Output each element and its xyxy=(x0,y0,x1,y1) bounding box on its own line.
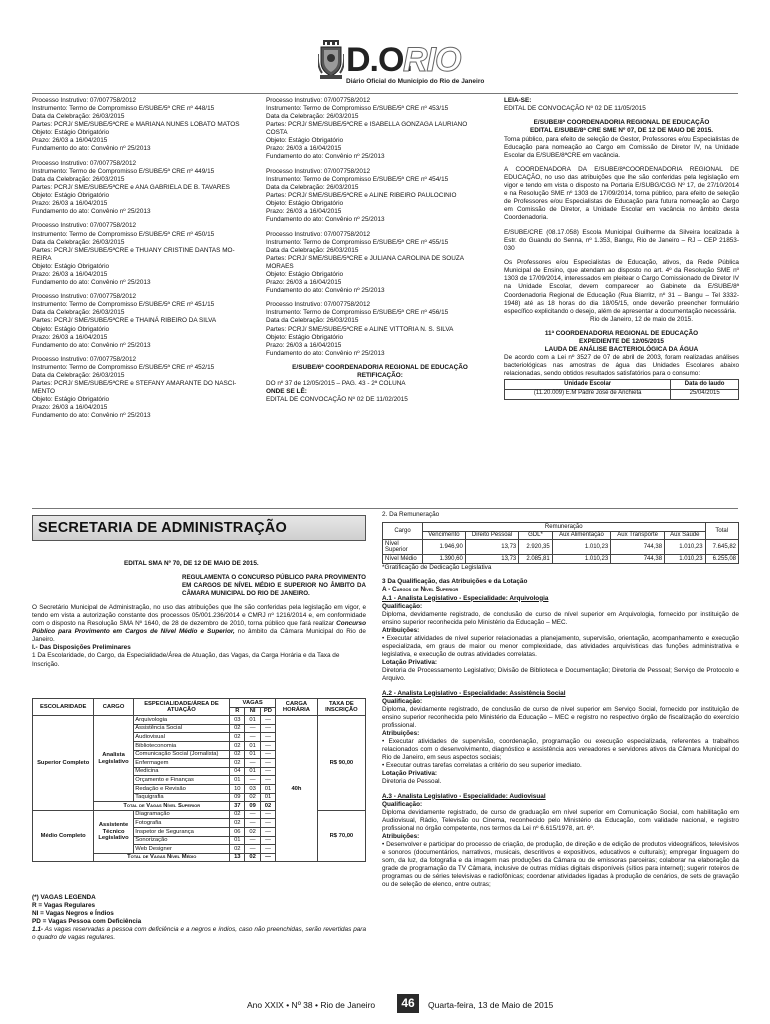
total-cell: 09 xyxy=(245,802,260,811)
header-cargo: CARGO xyxy=(94,699,133,716)
rem-header-transporte: Aux Transporte xyxy=(611,531,665,540)
vagas-cell: — xyxy=(260,716,275,725)
vagas-cell: 02 xyxy=(230,750,245,759)
legend-note xyxy=(32,926,366,942)
header-r: R xyxy=(230,707,245,716)
especialidade-cell: Sonorização xyxy=(133,836,229,845)
header-especialidade: ESPECIALIDADE/ÁREA DE ATUAÇÃO xyxy=(133,699,229,716)
para-2: A COORDENADORA DA E/SUBE/8ªCOORDENADORIA REGIONAL DE EDUCAÇÃO, no uso das atribuições que lhe são conferidas pela legislação em vigor e tendo em vista o disposto na Portaria E/SUBG/CGG Nº 17, de 27/10/2014 e na Resolução SME nº 1303 de 17/09/2014, torna público, para efeito de seleção de Professores e/ou Especialistas de Educação para futura nomeação ao Cargo em Comissão de Diretor, a Unidade Escolar em vacância no âmbito desta Coordenadoria. xyxy=(504,166,739,222)
total-cell: 37 xyxy=(230,802,245,811)
termo-line: Fundamento do ato: Convênio nº 25/2013 xyxy=(32,412,151,420)
termo-line: Instrumento: Termo de Compromisso E/SUBE/5ª CRE nº 448/15 xyxy=(32,105,215,113)
vagas-cell: 02 xyxy=(245,827,260,836)
heading-lauda: LAUDA DE ANÁLISE BACTERIOLÓGICA DA ÁGUA xyxy=(544,346,699,354)
termo-line: Processo Instrutivo: 07/007758/2012 xyxy=(32,356,137,363)
para-5: De acordo com a Lei nº 3527 de 07 de abril de 2003, foram realizadas análises bacteriológicas nas amostras de água das Unidades Escolares abaixo relacionadas, sendo obtidos resultados satisfatórios para o consumo: xyxy=(504,354,739,378)
a2-lot: Diretoria de Pessoal. xyxy=(382,778,442,786)
a1-qual-label: Qualificação: xyxy=(382,602,423,610)
termo-line: Partes: PCRJ/ SME/SUBE/5ªCRE e ISABELLA GONZAGA LAURIANO xyxy=(266,121,468,129)
vagas-cell: — xyxy=(260,819,275,828)
vagas-cell: 02 xyxy=(230,724,245,733)
termo-line: Instrumento: Termo de Compromisso E/SUBE/5ª CRE nº 455/15 xyxy=(266,238,449,246)
especialidade-cell: Audiovisual xyxy=(133,733,229,742)
vagas-cell: — xyxy=(260,827,275,836)
vagas-cell: 01 xyxy=(245,741,260,750)
rem-header-direito: Direito Pessoal xyxy=(465,531,518,540)
termo-line: Objeto: Estágio Obrigatório xyxy=(32,191,110,199)
page-footer xyxy=(32,998,738,1012)
especialidade-cell: Medicina xyxy=(133,767,229,776)
termo-line: Objeto: Estágio Obrigatório xyxy=(32,325,110,333)
footer-edition: Ano XXIX • Nº 38 • Rio de Janeiro xyxy=(247,1000,376,1010)
vagas-cell: 01 xyxy=(230,836,245,845)
disposicoes-title: I.- Das Disposições Preliminares xyxy=(32,644,131,652)
termo-line: COSTA xyxy=(266,129,288,137)
termo-line: Data da Celebração: 26/03/2015 xyxy=(32,372,125,380)
a2-title: A.2 - Analista Legislativo - Especialidade: Assistência Social xyxy=(382,689,566,697)
termo-line: Prazo: 26/03 a 16/04/2015 xyxy=(32,137,108,145)
termo-line: Objeto: Estágio Obrigatório xyxy=(32,129,110,137)
termo-line: Data da Celebração: 26/03/2015 xyxy=(266,183,359,191)
a2-atrib-2: • Executar outras tarefas correlatas a critério do seu superior imediato. xyxy=(382,762,582,770)
termo-line: Instrumento: Termo de Compromisso E/SUBE/5ª CRE nº 450/15 xyxy=(32,230,215,238)
termo-line: Prazo: 26/03 a 16/04/2015 xyxy=(32,333,108,341)
rem-value-cell: 1.010,23 xyxy=(552,555,611,564)
masthead xyxy=(0,40,770,92)
especialidade-cell: Diagramação xyxy=(133,810,229,819)
total-cell: 02 xyxy=(245,853,260,862)
rem-header-saude: Aux Saúde xyxy=(665,531,705,540)
vagas-cell: 09 xyxy=(230,793,245,802)
termo-line: Prazo: 26/03 a 16/04/2015 xyxy=(266,208,342,216)
termo-line: Instrumento: Termo de Compromisso E/SUBE/5ª CRE nº 453/15 xyxy=(266,105,449,113)
col2-body xyxy=(266,97,494,358)
rem-value-cell: 6.255,08 xyxy=(705,555,738,564)
vagas-cell: — xyxy=(260,776,275,785)
termo-line: Prazo: 26/03 a 16/04/2015 xyxy=(266,341,342,349)
column-2 xyxy=(266,97,494,404)
especialidade-cell: Assistência Social xyxy=(133,724,229,733)
table-row xyxy=(505,389,739,399)
table-row xyxy=(383,555,739,564)
termo-line: Prazo: 26/03 a 16/04/2015 xyxy=(32,200,108,208)
vagas-cell: — xyxy=(260,733,275,742)
legend-line: R = Vagas Regulares xyxy=(32,902,96,910)
a1-qual: Diploma, devidamente registrado, de conclusão de curso de nível superior em Arquivologia, fornecido por instituição de ensino superior reconhecida pelo Ministério da Educação – MEC. xyxy=(382,610,739,626)
leia-line: EDITAL DE CONVOCAÇÃO Nº 02 DE 11/05/2015 xyxy=(504,105,646,113)
vagas-cell: 02 xyxy=(230,759,245,768)
termo-line: Fundamento do ato: Convênio nº 25/2013 xyxy=(32,145,151,153)
para-1: Torna público, para efeito de seleção de Gestor, Professores e/ou Especialistas de Educação para nomeação ao Cargo em Comissão de Diretor IV, na Unidade Escolar da E/SUBE/8ªCRE em vacância. xyxy=(504,135,739,159)
termo-line: Processo Instrutivo: 07/007758/2012 xyxy=(32,159,137,167)
column-1 xyxy=(32,97,257,421)
logo-do: D.O. xyxy=(346,41,412,79)
legend-line: NI = Vagas Negros e Índios xyxy=(32,910,114,918)
termo-line: Partes: PCRJ/ SME/SUBE/5ªCRE e THAINÁ RIBEIRO DA SILVA xyxy=(32,317,217,325)
vagas-cell: 01 xyxy=(230,776,245,785)
vagas-cell: 01 xyxy=(260,793,275,802)
column-3 xyxy=(504,97,739,400)
termo-block xyxy=(32,160,257,216)
vagas-cell: 01 xyxy=(245,716,260,725)
date-line: Rio de Janeiro, 12 de maio de 2015. xyxy=(589,315,694,323)
retif-line1: DO nº 37 de 12/05/2015 – PAG. 43 - 2ª COLUNA xyxy=(266,380,406,388)
vagas-cell: — xyxy=(260,759,275,768)
termo-line: Processo Instrutivo: 07/007758/2012 xyxy=(266,230,371,238)
termo-line: Processo Instrutivo: 07/007758/2012 xyxy=(266,301,371,309)
a2-atrib-1: • Executar atividades de supervisão, coordenação, programação ou execução especializada, referentes a trabalhos relacionados com o desenvolvimento, diagnóstico e assistência aos vereadores e servidores ativos da Câmara Municipal do Rio de Janeiro, em seus aspectos sociais; xyxy=(382,737,739,761)
termo-line: Processo Instrutivo: 07/007758/2012 xyxy=(32,97,137,104)
termo-line: Fundamento do ato: Convênio nº 25/2013 xyxy=(32,278,151,286)
heading-edital: EDITAL E/SUBE/8ª CRE SME Nº 07, DE 12 DE MAIO DE 2015. xyxy=(529,127,714,135)
para-4: Os Professores e/ou Especialistas de Educação, ativos, da Rede Pública Municipal de Ensino, que atendam ao disposto no art. 4º da Resolução SME nº 1303 de 17/09/2014, interessados em pleitear o Cargo Comissionado de Diretor IV na Unidade Escolar, devem comparecer ao Gabinete da E/SUBE/8ª Coordenadoria Regional de Educação (Rua Biarritz, nº 31 – Bangu – Tel 3332-1948) até as 18 horas do dia 18/05/15, onde deverão preencher formulário específico explicitando o desejo, além de apresentar a documentação necessária. xyxy=(504,259,739,315)
vagas-cell: 02 xyxy=(230,819,245,828)
remuneracao-section xyxy=(382,511,739,889)
school-table-header: Data do laudo xyxy=(671,380,739,390)
termo-line: Processo Instrutivo: 07/007758/2012 xyxy=(266,97,371,104)
rem-value-cell: 1.010,23 xyxy=(552,540,611,555)
header-carga: CARGA HORÁRIA xyxy=(276,699,318,716)
disposicoes-1: 1 Da Escolaridade, do Cargo, da Especialidade/Área de Atuação, das Vagas, da Carga Horária e da Taxa de Inscrição. xyxy=(32,652,340,668)
termo-line: Data da Celebração: 26/03/2015 xyxy=(32,175,125,183)
footer-date: Quarta-feira, 13 de Maio de 2015 xyxy=(428,1000,554,1010)
intro-post: no âmbito da Câmara Municipal do Rio de Janeiro. xyxy=(32,628,366,644)
termo-line: Data da Celebração: 26/03/2015 xyxy=(32,113,125,121)
termo-block xyxy=(266,97,494,162)
intro-pre: O Secretário Municipal de Administração, no uso das atribuições que lhe são conferidas pela legislação em vigor, e tendo em vista a autorização constante dos processos 05/001.236/2014 e CMRJ nº 1216/2014 e, em conformidade com o disposto na Resolução SMA Nº 1640, de 28 de dezembro de 2010, torna público que fará realizar xyxy=(32,604,366,628)
header-vagas: VAGAS xyxy=(230,699,276,708)
regulamenta-text: REGULAMENTA O CONCURSO PÚBLICO PARA PROVIMENTO EM CARGOS DE NÍVEL MÉDIO E SUPERIOR NO ÂMBITO DA CÂMARA MUNICIPAL DO RIO DE JANEIRO. xyxy=(182,574,366,597)
a1-atrib-label: Atribuições: xyxy=(382,626,420,634)
especialidade-cell: Enfermagem xyxy=(133,759,229,768)
a2-qual-label: Qualificação: xyxy=(382,697,423,705)
termo-block xyxy=(32,356,257,421)
termo-line: Data da Celebração: 26/03/2015 xyxy=(266,317,359,325)
vagas-cell: — xyxy=(245,819,260,828)
section-title-secretaria-administracao: SECRETARIA DE ADMINISTRAÇÃO xyxy=(32,515,366,541)
page-number: 46 xyxy=(397,994,419,1013)
vagas-cell: — xyxy=(260,750,275,759)
termo-line: Objeto: Estágio Obrigatório xyxy=(266,137,344,145)
termo-line: Instrumento: Termo de Compromisso E/SUBE/5ª CRE nº 452/15 xyxy=(32,364,215,372)
vagas-cell: 02 xyxy=(245,793,260,802)
termo-line: Instrumento: Termo de Compromisso E/SUBE/5ª CRE nº 456/15 xyxy=(266,309,449,317)
vagas-cell: 01 xyxy=(245,767,260,776)
header-taxa: TAXA DE INSCRIÇÃO xyxy=(317,699,365,716)
termo-line: Fundamento do ato: Convênio nº 25/2013 xyxy=(266,286,385,294)
school-date: 25/04/2015 xyxy=(671,389,739,399)
vagas-cell: 03 xyxy=(230,716,245,725)
termo-line: MENTO xyxy=(32,388,55,396)
escolaridade-cell: Superior Completo xyxy=(33,716,94,811)
termo-line: Partes: PCRJ/ SME/SUBE/5ªCRE e JULIANA CAROLINA DE SOUZA xyxy=(266,254,465,262)
especialidade-cell: Fotografia xyxy=(133,819,229,828)
vagas-cell: 03 xyxy=(245,784,260,793)
total-label: Total de Vagas Nível Médio xyxy=(94,853,230,862)
a3-atrib-label: Atribuições: xyxy=(382,832,420,840)
qualif-title: 3 Da Qualificação, das Atribuições e da Lotação xyxy=(382,578,528,586)
termo-line: Data da Celebração: 26/03/2015 xyxy=(266,113,359,121)
vagas-cell: — xyxy=(260,836,275,845)
termo-line: Objeto: Estágio Obrigatório xyxy=(32,262,110,270)
especialidade-cell: Taquigrafia xyxy=(133,793,229,802)
a2-lot-label: Lotação Privativa: xyxy=(382,770,438,778)
vagas-table xyxy=(32,698,366,862)
vagas-cell: 01 xyxy=(245,750,260,759)
termo-line: Data da Celebração: 26/03/2015 xyxy=(266,246,359,254)
termo-block xyxy=(32,293,257,349)
legend-note-text: As vagas reservadas a pessoa com deficiência e a negros e índios, caso não preenchidas, serão revertidas para o quadro de vagas regulares. xyxy=(32,926,366,942)
termo-line: Partes: PCRJ/ SME/SUBE/5ªCRE e THUANY CRISTINE DANTAS MO- xyxy=(32,246,235,254)
termo-block xyxy=(266,231,494,296)
a1-lot: Diretoria de Processamento Legislativo; Divisão de Biblioteca e Documentação; Diretoria de Pessoal; Serviço de Protocolo e Arquivo. xyxy=(382,667,739,683)
termo-line: REIRA xyxy=(32,254,52,262)
termo-line: Processo Instrutivo: 07/007758/2012 xyxy=(32,222,137,230)
especialidade-cell: Orçamento e Finanças xyxy=(133,776,229,785)
vagas-cell: — xyxy=(245,759,260,768)
retif-sub: RETIFICAÇÃO: xyxy=(357,372,403,380)
vagas-cell: — xyxy=(245,845,260,854)
legend-line: PD = Vagas Pessoa com Deficiência xyxy=(32,918,142,926)
rem-value-cell: 1.010,23 xyxy=(665,555,705,564)
vagas-cell: 02 xyxy=(230,741,245,750)
retif-line3: EDITAL DE CONVOCAÇÃO Nº 02 DE 11/02/2015 xyxy=(266,396,408,404)
rem-value-cell: 1.010,23 xyxy=(665,540,705,555)
retif-line2: ONDE SE LÊ: xyxy=(266,388,307,396)
heading-expediente: EXPEDIENTE DE 12/05/2015 xyxy=(579,338,664,346)
intro-emphasis: Concurso Público para Provimento em Cargos de Nível Médio e Superior, xyxy=(32,620,366,636)
edital-title: EDITAL SMA Nº 70, DE 12 DE MAIO DE 2015. xyxy=(124,560,259,567)
termo-line: Objeto: Estágio Obrigatório xyxy=(266,270,344,278)
leia-se: LEIA-SE: xyxy=(504,97,532,104)
a3-title: A.3 - Analista Legislativo - Especialidade: Audiovisual xyxy=(382,792,546,800)
school-table xyxy=(504,379,739,399)
termo-line: Instrumento: Termo de Compromisso E/SUBE/5ª CRE nº 451/15 xyxy=(32,301,215,309)
rem-header-remuneracao: Remuneração xyxy=(423,523,706,532)
termo-line: Processo Instrutivo: 07/007758/2012 xyxy=(32,293,137,301)
rem-value-cell: 744,38 xyxy=(611,540,665,555)
taxa-cell: R$ 70,00 xyxy=(317,810,365,862)
termo-line: Prazo: 26/03 a 16/04/2015 xyxy=(266,145,342,153)
retif-heading: E/SUBE/6ª COORDENADORIA REGIONAL DE EDUCAÇÃO xyxy=(292,364,468,372)
rem-value-cell: 13,73 xyxy=(465,555,518,564)
termo-line: Fundamento do ato: Convênio nº 25/2013 xyxy=(266,153,385,161)
a3-qual-label: Qualificação: xyxy=(382,800,423,808)
total-label: Total de Vagas Nível Superior xyxy=(94,802,230,811)
rem-value-cell: 744,38 xyxy=(611,555,665,564)
vagas-cell: — xyxy=(245,836,260,845)
termo-line: Fundamento do ato: Convênio nº 25/2013 xyxy=(266,349,385,357)
termo-line: MORAES xyxy=(266,262,294,270)
vagas-table-wrap xyxy=(32,698,366,862)
vagas-legend xyxy=(32,894,366,942)
vagas-cell: 02 xyxy=(230,733,245,742)
carga-cell: 40h xyxy=(276,716,318,862)
vagas-cell: — xyxy=(245,776,260,785)
termo-line: Data da Celebração: 26/03/2015 xyxy=(32,309,125,317)
a1-lot-label: Lotação Privativa: xyxy=(382,659,438,667)
rem-header-gdl: GDL* xyxy=(519,531,552,540)
termo-line: Prazo: 26/03 a 16/04/2015 xyxy=(266,278,342,286)
termo-line: Partes: PCRJ/ SME/SUBE/5ªCRE e ALINE RIBEIRO PAULOCINIO xyxy=(266,191,457,199)
city-coat-of-arms-icon xyxy=(318,40,344,80)
termo-line: Instrumento: Termo de Compromisso E/SUBE/5ª CRE nº 454/15 xyxy=(266,175,449,183)
termo-block xyxy=(266,168,494,224)
rem-value-cell: 13,73 xyxy=(465,540,518,555)
especialidade-cell: Redação e Revisão xyxy=(133,784,229,793)
school-name: (11.20.009) E.M Padre José de Anchieta xyxy=(505,389,671,399)
especialidade-cell: Biblioteconomia xyxy=(133,741,229,750)
total-cell: — xyxy=(260,853,275,862)
termo-line: Data da Celebração: 26/03/2015 xyxy=(32,238,125,246)
cargo-cell: Analista Legislativo xyxy=(94,716,133,802)
vagas-cell: — xyxy=(260,724,275,733)
termo-block xyxy=(266,301,494,357)
termo-line: Fundamento do ato: Convênio nº 25/2013 xyxy=(32,208,151,216)
taxa-cell: R$ 90,00 xyxy=(317,716,365,811)
total-cell: 02 xyxy=(260,802,275,811)
logo-rio: RIO xyxy=(403,41,461,79)
qualif-section-a: A - Cargos de Nível Superior xyxy=(382,586,459,594)
rem-value-cell: 2.085,81 xyxy=(519,555,552,564)
rem-value-cell: 1.946,90 xyxy=(423,540,466,555)
termo-line: Objeto: Estágio Obrigatório xyxy=(266,200,344,208)
vagas-cell: 04 xyxy=(230,767,245,776)
heading-11cre: 11ª COORDENADORIA REGIONAL DE EDUCAÇÃO xyxy=(544,330,699,338)
termo-line: Prazo: 26/03 a 16/04/2015 xyxy=(32,404,108,412)
rem-value-cell: 7.645,82 xyxy=(705,540,738,555)
termo-line: Partes: PCRJ/ SME/SUBE/5ªCRE e MARIANA NUNES LOBATO MATOS xyxy=(32,121,240,129)
a1-atrib: • Executar atividades de nível superior relacionadas a planejamento, supervisão, orientação, acompanhamento e execução especializada, em graus de maior ou menor complexidade, das atividades arquivísticas das funções administrativa e legislativa, e execução de outras atividades correlatas. xyxy=(382,634,739,658)
vagas-cell: 02 xyxy=(230,810,245,819)
remuneracao-note: *Gratificação de Dedicação Legislativa xyxy=(382,564,492,572)
vagas-cell: — xyxy=(260,845,275,854)
a3-atrib: • Desenvolver e participar do processo de criação, de produção, de direção e de edição de produtos videográficos, televisivos e sonoros (documentários, narrativos, musicais, descritivos e expositivos, educativos e culturais); empregar linguagem do som, da luz, da fotografia e da imagem nas produções da Câmara ou de emissoras parceiras; colaborar na elaboração da grade de programação da TV Câmara, inclusive de outras mídias digitais disponíveis (sítios para internet); sugerir roteiros de programas ou de séries televisivas e radiofônicas; coordenar atividades ligadas à produção de cenários, de sets de gravação ou de seleção de elenco, entre outras; xyxy=(382,840,739,889)
heading-8cre: E/SUBE/8ª COORDENADORIA REGIONAL DE EDUCAÇÃO xyxy=(533,119,710,127)
termo-line: Partes: PCRJ/ SME/SUBE/5ªCRE e ANA GABRIELA DE B. TAVARES xyxy=(32,183,230,191)
rem-header-vencimento: Vencimento xyxy=(423,531,466,540)
school-table-header: Unidade Escolar xyxy=(505,380,671,390)
col1-body xyxy=(32,97,257,421)
termo-block xyxy=(32,222,257,287)
termo-line: Fundamento do ato: Convênio nº 25/2013 xyxy=(266,216,385,224)
especialidade-cell: Comunicação Social (Jornalista) xyxy=(133,750,229,759)
vagas-cell: — xyxy=(260,741,275,750)
remuneracao-table xyxy=(382,522,739,564)
para-3: E/SUBE/CRE (08.17.058) Escola Municipal Guilherme da Silveira localizada à Estr. do Guandu do Senna, nº 1.353, Bangu, Rio de Janeiro – RJ – CEP 21853-030 xyxy=(504,228,739,252)
header-rule xyxy=(32,93,738,94)
a2-atrib-label: Atribuições: xyxy=(382,729,420,737)
rem-header-cargo: Cargo xyxy=(383,523,423,540)
termo-line: Fundamento do ato: Convênio nº 25/2013 xyxy=(32,341,151,349)
header-escolaridade: ESCOLARIDADE xyxy=(33,699,94,716)
vagas-cell: 06 xyxy=(230,827,245,836)
termo-block xyxy=(32,97,257,153)
termo-line: Processo Instrutivo: 07/007758/2012 xyxy=(266,167,371,175)
a3-qual: Diploma devidamente registrado, de curso de graduação em nível superior em Comunicação Social, com habilitação em Audiovisual, Rádio, Televisão ou Cinema, reconhecido pelo Ministério da Educação, com validade nacional, e registro profissional no órgão competente, nos termos da Lei nº 6.615/1978, art. 6º. xyxy=(382,808,739,832)
termo-line: Objeto: Estágio Obrigatório xyxy=(266,333,344,341)
especialidade-cell: Web Designer xyxy=(133,845,229,854)
termo-line: Prazo: 26/03 a 16/04/2015 xyxy=(32,270,108,278)
rem-value-cell: 2.920,35 xyxy=(519,540,552,555)
termo-line: Partes: PCRJ/ SME/SUBE/5ªCRE e ALINE VITTORIA N. S. SILVA xyxy=(266,325,454,333)
section-rule xyxy=(32,508,738,509)
rem-cargo-cell: Nível Médio xyxy=(383,555,423,564)
especialidade-cell: Arquivologia xyxy=(133,716,229,725)
intro-paragraph xyxy=(32,604,366,644)
header-ni: NI xyxy=(245,707,260,716)
legend-line: (*) VAGAS LEGENDA xyxy=(32,894,96,901)
vagas-cell: 02 xyxy=(230,845,245,854)
table-row xyxy=(33,716,366,725)
cargo-cell: Assistente Técnico Legislativo xyxy=(94,810,133,853)
rem-value-cell: 1.390,60 xyxy=(423,555,466,564)
vagas-cell: — xyxy=(245,810,260,819)
vagas-cell: — xyxy=(245,733,260,742)
vagas-cell: — xyxy=(260,810,275,819)
remuneracao-title: 2. Da Remuneração xyxy=(382,511,440,518)
admin-edital xyxy=(32,560,366,669)
table-row xyxy=(383,540,739,555)
vagas-cell: — xyxy=(245,724,260,733)
header-pd: PD xyxy=(260,707,275,716)
total-cell: 13 xyxy=(230,853,245,862)
rem-header-alimentacao: Aux Alimentação xyxy=(552,531,611,540)
termo-line: Partes: PCRJ/ SME/SUBE/5ªCRE e STEFANY AMARANTE DO NASCI- xyxy=(32,380,237,388)
a1-title: A.1 - Analista Legislativo - Especialidade: Arquivologia xyxy=(382,594,549,602)
termo-line: Objeto: Estágio Obrigatório xyxy=(32,396,110,404)
a2-qual: Diploma, devidamente registrado, de conclusão de curso de nível superior em Serviço Social, fornecido por instituição de ensino superior reconhecida pelo Ministério da Educação – MEC e registro no respectivo órgão de fiscalização do exercício profissional. xyxy=(382,705,739,729)
escolaridade-cell: Médio Completo xyxy=(33,810,94,862)
vagas-cell: 01 xyxy=(260,784,275,793)
termo-line: Instrumento: Termo de Compromisso E/SUBE/5ª CRE nº 449/15 xyxy=(32,167,215,175)
vagas-cell: 10 xyxy=(230,784,245,793)
rem-header-total: Total xyxy=(705,523,738,540)
masthead-tagline: Diário Oficial do Município do Rio de Janeiro xyxy=(346,78,485,85)
vagas-cell: — xyxy=(260,767,275,776)
legend-note-num: 1.1- xyxy=(32,926,44,934)
especialidade-cell: Inspetor de Segurança xyxy=(133,827,229,836)
rem-cargo-cell: Nível Superior xyxy=(383,540,423,555)
